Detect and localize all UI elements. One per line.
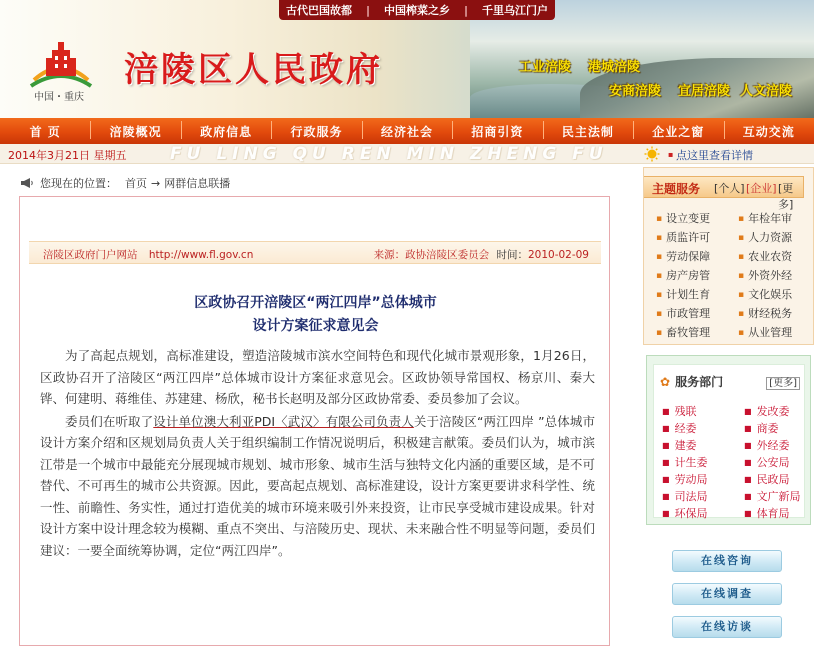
- article-source: 政协涪陵区委员会: [405, 249, 490, 261]
- main-nav: [0, 118, 814, 144]
- departments-more-link[interactable]: [更多]: [766, 377, 800, 390]
- nav-item-economy[interactable]: 经济社会: [362, 123, 452, 140]
- department-item[interactable]: ■ 发改委: [744, 403, 804, 419]
- gear-icon: ✿: [660, 375, 671, 389]
- services-grid: [656, 210, 806, 340]
- nav-item-overview[interactable]: 涪陵概况: [90, 123, 180, 140]
- service-item[interactable]: ▪ 人力资源: [738, 229, 806, 245]
- panel-title: 主题服务: [652, 182, 701, 196]
- top-link[interactable]: 中国榨菜之乡: [383, 4, 450, 17]
- department-item[interactable]: ■ 文广新局: [744, 488, 804, 504]
- department-item[interactable]: ■ 经委: [662, 420, 744, 436]
- theme-services-panel: [643, 167, 814, 345]
- logo-caption: 中国・重庆: [34, 92, 84, 103]
- site-header: [0, 0, 814, 118]
- breadcrumb-current[interactable]: 网群信息联播: [164, 177, 231, 190]
- departments-title: 服务部门: [675, 375, 724, 389]
- slogan: 港城涪陵: [588, 60, 641, 75]
- top-links: [279, 0, 555, 20]
- article-paragraph: [40, 411, 595, 562]
- service-item[interactable]: ▪ 文化娱乐: [738, 286, 806, 302]
- theme-services-header: [644, 176, 804, 211]
- service-item[interactable]: ▪ 计划生育: [656, 286, 738, 302]
- sun-icon: [644, 146, 660, 162]
- online-interview-button[interactable]: 在线访谈: [672, 616, 782, 638]
- department-item[interactable]: ■ 司法局: [662, 488, 744, 504]
- service-item[interactable]: ▪ 从业管理: [738, 324, 806, 340]
- nav-item-investment[interactable]: 招商引资: [452, 123, 542, 140]
- paragraph-text: 委员们在听取了: [65, 413, 154, 429]
- article-site-info: [43, 247, 253, 262]
- source-label: 来源：: [373, 249, 406, 261]
- site-title: 涪陵区人民政府: [124, 50, 383, 90]
- site-name: 涪陵区政府门户网站: [43, 249, 138, 261]
- slogan: 工业涪陵: [519, 60, 572, 75]
- departments-grid: [662, 403, 804, 521]
- article-meta: [374, 247, 589, 262]
- breadcrumb: [20, 175, 230, 191]
- article-box: [19, 196, 610, 646]
- department-item[interactable]: ■ 外经委: [744, 437, 804, 453]
- article-time: 2010-02-09: [527, 249, 589, 261]
- top-link[interactable]: 千里乌江门户: [481, 4, 548, 17]
- article-body: [40, 345, 595, 561]
- article-paragraph: 为了高起点规划，高标准建设，塑造涪陵城市滨水空间特色和现代化城市景观形象，1月26日，区政协召开了涪陵区“两江四岸”总体城市设计方案征求意见会。区政协领导常国权、杨京川、秦大铧、何建明、蒋维佳、苏建建、杨欣，秘书长赵明及部分区政协常委、委员参加了会议。: [40, 348, 595, 406]
- article-source-bar: [29, 241, 601, 264]
- time-label: 时间：: [496, 249, 528, 261]
- separator: |: [365, 3, 370, 17]
- department-item[interactable]: ■ 环保局: [662, 505, 744, 521]
- departments-header: [660, 373, 723, 390]
- nav-item-home[interactable]: 首 页: [29, 124, 61, 139]
- slogan: 安商涪陵: [609, 84, 662, 99]
- online-consult-button[interactable]: 在线咨询: [672, 550, 782, 572]
- service-item[interactable]: ▪ 财经税务: [738, 305, 806, 321]
- department-item[interactable]: ■ 商委: [744, 420, 804, 436]
- megaphone-icon: [20, 177, 34, 189]
- more-link[interactable]: [更多]: [778, 182, 794, 211]
- breadcrumb-arrow: →: [151, 176, 161, 190]
- underlined-text: 设计单位澳大利亚PDI〈武汉〉有限公司负责人: [153, 413, 414, 429]
- article-title-line1: 区政协召开涪陵区“两江四岸”总体城市: [194, 295, 437, 311]
- nav-item-admin-service[interactable]: 行政服务: [271, 123, 361, 140]
- nav-item-interaction[interactable]: 互动交流: [724, 123, 814, 140]
- service-item[interactable]: ▪ 年检年审: [738, 210, 806, 226]
- site-url[interactable]: http://www.fl.gov.cn: [148, 249, 254, 261]
- service-item[interactable]: ▪ 农业农资: [738, 248, 806, 264]
- date-bar: [0, 144, 814, 164]
- tab-personal[interactable]: [个人]: [714, 182, 745, 195]
- nav-item-enterprise[interactable]: 企业之窗: [633, 123, 723, 140]
- department-item[interactable]: ■ 建委: [662, 437, 744, 453]
- nav-item-gov-info[interactable]: 政府信息: [181, 123, 271, 140]
- department-item[interactable]: ■ 体育局: [744, 505, 804, 521]
- separator: |: [463, 3, 468, 17]
- notice-link[interactable]: ▪ 点这里查看详情: [668, 147, 753, 163]
- service-item[interactable]: ▪ 劳动保障: [656, 248, 738, 264]
- service-departments-panel: [646, 355, 811, 525]
- slogan: 人文涪陵: [740, 84, 793, 99]
- online-survey-button[interactable]: 在线调查: [672, 583, 782, 605]
- city-logo-icon[interactable]: [28, 36, 94, 90]
- department-item[interactable]: ■ 劳动局: [662, 471, 744, 487]
- department-item[interactable]: ■ 残联: [662, 403, 744, 419]
- service-item[interactable]: ▪ 畜牧管理: [656, 324, 738, 340]
- department-item[interactable]: ■ 民政局: [744, 471, 804, 487]
- service-item[interactable]: ▪ 设立变更: [656, 210, 738, 226]
- department-item[interactable]: ■ 计生委: [662, 454, 744, 470]
- nav-item-law[interactable]: 民主法制: [543, 123, 633, 140]
- breadcrumb-home[interactable]: 首页: [125, 177, 147, 190]
- service-item[interactable]: ▪ 房产房管: [656, 267, 738, 283]
- departments-inner: [653, 364, 805, 518]
- service-item[interactable]: ▪ 外资外经: [738, 267, 806, 283]
- slogan: 宜居涪陵: [678, 84, 731, 99]
- tab-enterprise[interactable]: [企业]: [746, 182, 777, 195]
- article-title-line2: 设计方案征求意见会: [252, 318, 379, 334]
- paragraph-text: 关于涪陵区“两江四岸 ”总体城市设计方案介绍和区规划局负责人关于组织编制工作情况说明后，积极建言献策。委员们认为，城市滨江带是一个城市中最能充分展现城市规划、城市形象、城市生活与独特文化内涵的重要区域，是不可替代、不可再生的城市公共资源。因此，要高起点规划、高标准建设，设计方案更要讲求科学性、统一性、前瞻性、务实性，通过打造优美的城市环境来吸引外来投资，让市民享受城市建设成果。针对设计方案中设计理念较为模糊、重点不突出、与涪陵历史、现状、未来融合性不明显等问题，委员们建议：一要全面统筹协调，定位“两江四岸”。: [40, 413, 595, 558]
- current-date: 2014年3月21日 星期五: [8, 149, 127, 162]
- pinyin-banner: FU LING QU REN MIN ZHENG FU: [170, 144, 608, 164]
- service-item[interactable]: ▪ 质监许可: [656, 229, 738, 245]
- department-item[interactable]: ■ 公安局: [744, 454, 804, 470]
- service-item[interactable]: ▪ 市政管理: [656, 305, 738, 321]
- breadcrumb-label: 您现在的位置：: [40, 177, 117, 190]
- top-link[interactable]: 古代巴国故都: [285, 4, 352, 17]
